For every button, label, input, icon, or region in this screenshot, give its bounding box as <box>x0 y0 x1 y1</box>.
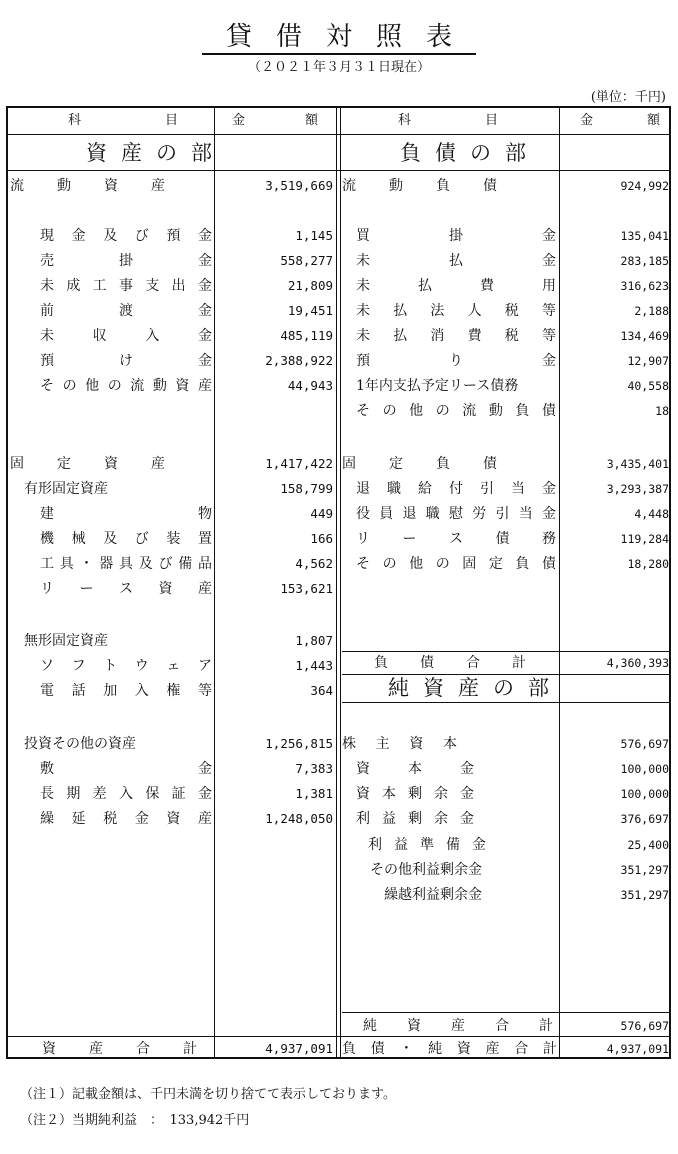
liability-row-amount: 2,188 <box>634 304 669 318</box>
liability-row-label: 買 掛 金 <box>356 228 556 244</box>
assets-total-row-label: 資 産 合 計 <box>42 1041 197 1057</box>
center-divider-1 <box>336 108 337 1057</box>
asset-row-amount: 1,807 <box>295 633 333 648</box>
net-asset-row-amount: 576,697 <box>620 737 669 751</box>
asset-row-label: 無形固定資産 <box>24 633 108 649</box>
header-left-amount: 金 額 <box>232 113 318 128</box>
net-asset-row-label: 利 益 準 備 金 <box>368 837 486 853</box>
asset-row-amount: 21,809 <box>287 278 333 293</box>
net-asset-row-amount: 100,000 <box>620 787 669 801</box>
assets-section-heading: 資産の部 <box>86 141 226 165</box>
unit-note: (単位：千円) <box>590 90 666 105</box>
asset-row-label: 建 物 <box>40 506 212 522</box>
liability-row-label: 預 り 金 <box>356 353 556 369</box>
liabilities-section-heading: 負債の部 <box>400 141 540 165</box>
liability-row-label: 退 職 給 付 引 当 金 <box>356 481 556 497</box>
net-assets-total-row-amount: 576,697 <box>620 1019 669 1033</box>
liability-row-label: そ の 他 の 固 定 負 債 <box>356 556 556 572</box>
asset-row-amount: 1,381 <box>295 786 333 801</box>
net-asset-row-label: その他利益剰余金 <box>370 862 482 878</box>
net-asset-row-label: 資 本 金 <box>356 761 474 777</box>
asset-row-label: 電 話 加 入 権 等 <box>40 683 212 699</box>
liability-row-amount: 283,185 <box>620 254 669 268</box>
asset-row-amount: 3,519,669 <box>265 178 333 193</box>
net-asset-row-label: 利 益 剰 余 金 <box>356 811 474 827</box>
asset-row-label: 長 期 差 入 保 証 金 <box>40 786 212 802</box>
asset-row-label: 預 け 金 <box>40 353 212 369</box>
footnote-1: （注１）記載金額は、千円未満を切り捨てて表示しております。 <box>20 1087 396 1102</box>
asset-row-amount: 44,943 <box>287 378 333 393</box>
header-rule <box>8 134 669 135</box>
liability-row-amount: 316,623 <box>620 279 669 293</box>
document-title: 貸借対照表 <box>0 22 678 52</box>
asset-row-label: 未 収 入 金 <box>40 328 212 344</box>
liability-row-amount: 119,284 <box>620 532 669 546</box>
left-amount-divider <box>214 108 215 1057</box>
asset-row-amount: 4,562 <box>295 556 333 571</box>
liability-row-amount: 40,558 <box>627 379 669 393</box>
net-assets-total-row-label: 純 資 産 合 計 <box>363 1018 553 1034</box>
liability-row-label: リ ー ス 債 務 <box>356 531 556 547</box>
asset-row-label: 投資その他の資産 <box>24 736 136 752</box>
net-asset-row-label: 株 主 資 本 <box>342 736 457 752</box>
asset-row-label: 未 成 工 事 支 出 金 <box>40 278 212 294</box>
liability-row-amount: 135,041 <box>620 229 669 243</box>
asset-row-label: 前 渡 金 <box>40 303 212 319</box>
asset-row-amount: 1,256,815 <box>265 736 333 751</box>
net-asset-row-amount: 376,697 <box>620 812 669 826</box>
liabilities-net-assets-total-row-label: 負 債 ・ 純 資 産 合 計 <box>342 1041 557 1057</box>
liability-row-label: 固 定 負 債 <box>342 456 497 472</box>
asset-row-amount: 449 <box>310 506 333 521</box>
asset-row-amount: 364 <box>310 683 333 698</box>
liability-row-label: 未 払 消 費 税 等 <box>356 328 556 344</box>
asset-row-amount: 153,621 <box>280 581 333 596</box>
asset-row-amount: 19,451 <box>287 303 333 318</box>
asset-row-amount: 166 <box>310 531 333 546</box>
date-note: （２０２１年３月３１日現在） <box>247 60 430 75</box>
asset-row-label: 繰 延 税 金 資 産 <box>40 811 212 827</box>
liability-row-label: 1年内支払予定リース債務 <box>356 378 519 394</box>
asset-row-label: 有形固定資産 <box>24 481 108 497</box>
liability-row-label: 未 払 費 用 <box>356 278 556 294</box>
net-asset-row-amount: 351,297 <box>620 863 669 877</box>
asset-row-amount: 1,248,050 <box>265 811 333 826</box>
net-assets-total-rule <box>342 1012 669 1013</box>
asset-row-label: 敷 金 <box>40 761 212 777</box>
net-asset-row-amount: 351,297 <box>620 888 669 902</box>
asset-row-label: そ の 他 の 流 動 資 産 <box>40 378 212 394</box>
net-asset-row-label: 繰越利益剰余金 <box>384 887 482 903</box>
header-left-item: 科 目 <box>68 113 178 128</box>
header-right-item: 科 目 <box>398 113 498 128</box>
net-asset-row-amount: 100,000 <box>620 762 669 776</box>
asset-row-label: 機 械 及 び 装 置 <box>40 531 212 547</box>
asset-row-amount: 485,119 <box>280 328 333 343</box>
asset-row-label: 工 具 ・ 器 具 及 び 備 品 <box>40 556 212 572</box>
right-amount-divider <box>559 108 560 1057</box>
asset-row-label: 売 掛 金 <box>40 253 212 269</box>
footnote-2: （注２）当期純利益 ： 133,942千円 <box>20 1113 250 1128</box>
asset-row-amount: 158,799 <box>280 481 333 496</box>
asset-row-amount: 2,388,922 <box>265 353 333 368</box>
net-assets-heading-rule <box>342 702 669 703</box>
liability-row-label: 未 払 金 <box>356 253 556 269</box>
liabilities-total-row-amount: 4,360,393 <box>606 656 669 670</box>
liability-row-label: 役 員 退 職 慰 労 引 当 金 <box>356 506 556 522</box>
assets-total-row-amount: 4,937,091 <box>265 1041 333 1056</box>
asset-row-amount: 558,277 <box>280 253 333 268</box>
asset-row-label: 流 動 資 産 <box>10 178 165 194</box>
asset-row-amount: 1,417,422 <box>265 456 333 471</box>
footnotes <box>20 1082 396 1134</box>
section-rule <box>8 170 669 171</box>
liability-row-label: そ の 他 の 流 動 負 債 <box>356 403 556 419</box>
liability-row-amount: 4,448 <box>634 507 669 521</box>
asset-row-label: リ ー ス 資 産 <box>40 581 212 597</box>
liability-row-amount: 3,293,387 <box>606 482 669 496</box>
balance-sheet-table <box>6 106 671 1059</box>
asset-row-label: 現 金 及 び 預 金 <box>40 228 212 244</box>
asset-row-amount: 7,383 <box>295 761 333 776</box>
liability-row-amount: 3,435,401 <box>606 457 669 471</box>
net-assets-section-heading: 純資産の部 <box>388 676 563 700</box>
liability-row-amount: 134,469 <box>620 329 669 343</box>
center-divider-2 <box>340 108 341 1057</box>
header-right-amount: 金 額 <box>580 113 660 128</box>
liability-row-amount: 924,992 <box>620 179 669 193</box>
asset-row-label: 固 定 資 産 <box>10 456 165 472</box>
liability-row-amount: 18 <box>655 404 669 418</box>
asset-row-label: ソ フ ト ウ ェ ア <box>40 658 212 674</box>
liability-row-amount: 18,280 <box>627 557 669 571</box>
asset-row-amount: 1,145 <box>295 228 333 243</box>
liability-row-label: 未 払 法 人 税 等 <box>356 303 556 319</box>
liabilities-total-row-label: 負 債 合 計 <box>374 655 526 671</box>
liability-row-amount: 12,907 <box>627 354 669 368</box>
net-asset-row-amount: 25,400 <box>627 838 669 852</box>
liabilities-net-assets-total-row-amount: 4,937,091 <box>606 1042 669 1056</box>
asset-row-amount: 1,443 <box>295 658 333 673</box>
liability-row-label: 流 動 負 債 <box>342 178 497 194</box>
net-asset-row-label: 資 本 剰 余 金 <box>356 786 474 802</box>
